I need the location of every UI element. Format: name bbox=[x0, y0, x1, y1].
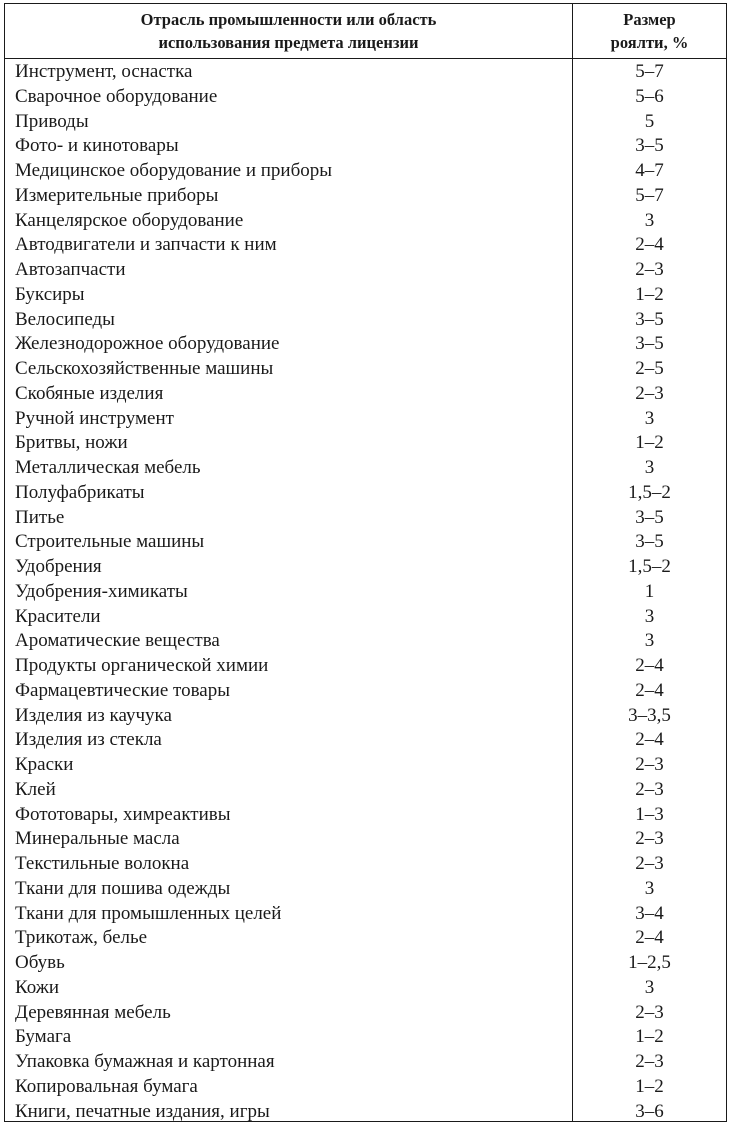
table-row bbox=[5, 877, 726, 902]
royalty-cell: 2–3 bbox=[635, 754, 664, 775]
table-row bbox=[5, 283, 726, 308]
table-row bbox=[5, 827, 726, 852]
table-row bbox=[5, 654, 726, 679]
royalty-cell: 1–2 bbox=[635, 1075, 664, 1097]
industry-cell: Книги, печатные издания, игры bbox=[15, 1100, 270, 1122]
industry-cell: Велосипеды bbox=[15, 308, 115, 330]
industry-cell: Текстильные волокна bbox=[15, 853, 190, 874]
industry-cell: Буксиры bbox=[15, 283, 85, 305]
industry-cell: Красители bbox=[15, 605, 101, 627]
table-row bbox=[5, 60, 726, 85]
table-row bbox=[5, 110, 726, 135]
industry-cell: Трикотаж, белье bbox=[15, 927, 148, 949]
table-row bbox=[5, 629, 726, 654]
royalty-cell: 3–3,5 bbox=[628, 704, 671, 726]
royalty-cell: 3–5 bbox=[635, 135, 664, 157]
table-row bbox=[5, 704, 726, 729]
table-row bbox=[5, 1050, 726, 1075]
table-row bbox=[5, 481, 726, 506]
industry-cell: Клей bbox=[15, 778, 56, 800]
royalty-cell: 2–5 bbox=[635, 358, 664, 379]
royalty-cell: 2–3 bbox=[635, 1001, 664, 1023]
royalty-cell: 2–3 bbox=[635, 382, 664, 404]
industry-cell: Копировальная бумага bbox=[15, 1075, 198, 1097]
table-row bbox=[5, 159, 726, 184]
industry-cell: Питье bbox=[15, 506, 65, 528]
royalty-table bbox=[4, 3, 727, 1122]
industry-cell: Фото- и кинотовары bbox=[15, 135, 179, 157]
table-row bbox=[5, 951, 726, 976]
table-row bbox=[5, 605, 726, 630]
industry-cell: Скобяные изделия bbox=[15, 382, 164, 404]
royalty-cell: 3–5 bbox=[635, 506, 664, 528]
royalty-cell: 1 bbox=[644, 580, 655, 602]
table-row bbox=[5, 431, 726, 456]
table-row bbox=[5, 555, 726, 580]
royalty-cell: 3–5 bbox=[635, 333, 664, 355]
royalty-cell: 1–3 bbox=[635, 803, 664, 825]
table-row bbox=[5, 258, 726, 283]
table-row bbox=[5, 209, 726, 234]
royalty-cell: 2–4 bbox=[635, 927, 664, 949]
industry-cell: Измерительные приборы bbox=[15, 184, 219, 206]
royalty-cell: 2–3 bbox=[635, 1051, 664, 1072]
royalty-header-line-1: Размер bbox=[623, 10, 676, 29]
table-body bbox=[5, 60, 726, 1124]
industry-cell: Упаковка бумажная и картонная bbox=[15, 1051, 275, 1072]
industry-cell: Сварочное оборудование bbox=[15, 85, 218, 107]
royalty-cell: 1–2 bbox=[635, 1026, 664, 1048]
royalty-cell: 3–6 bbox=[635, 1100, 664, 1122]
industry-cell: Продукты органической химии bbox=[15, 655, 269, 676]
royalty-cell: 3 bbox=[644, 877, 655, 899]
royalty-cell: 3 bbox=[644, 457, 655, 478]
royalty-cell: 3 bbox=[644, 630, 655, 652]
royalty-cell: 1–2,5 bbox=[628, 952, 671, 973]
table-row bbox=[5, 852, 726, 877]
industry-cell: Ткани для промышленных целей bbox=[15, 902, 282, 924]
industry-cell: Фармацевтические товары bbox=[15, 679, 231, 701]
royalty-cell: 5–6 bbox=[635, 85, 664, 107]
industry-cell: Строительные машины bbox=[15, 531, 205, 553]
royalty-cell: 2–3 bbox=[635, 778, 664, 800]
industry-cell: Сельскохозяйственные машины bbox=[15, 358, 274, 379]
royalty-cell: 3 bbox=[644, 605, 655, 627]
industry-cell: Изделия из стекла bbox=[15, 729, 162, 751]
table-row bbox=[5, 85, 726, 110]
industry-cell: Бритвы, ножи bbox=[15, 432, 128, 454]
table-row bbox=[5, 407, 726, 432]
royalty-cell: 5–7 bbox=[635, 184, 664, 206]
industry-cell: Удобрения-химикаты bbox=[15, 580, 188, 602]
table-row bbox=[5, 803, 726, 828]
industry-cell: Железнодорожное оборудование bbox=[15, 333, 280, 355]
royalty-column-header bbox=[573, 8, 726, 54]
industry-cell: Медицинское оборудование и приборы bbox=[15, 160, 333, 181]
table-row bbox=[5, 357, 726, 382]
royalty-header-line-2: роялти, % bbox=[610, 33, 689, 52]
royalty-cell: 5–7 bbox=[635, 61, 664, 82]
industry-cell: Металлическая мебель bbox=[15, 457, 201, 478]
industry-cell: Полуфабрикаты bbox=[15, 481, 145, 503]
table-row bbox=[5, 1075, 726, 1100]
table-row bbox=[5, 1001, 726, 1026]
royalty-cell: 3–5 bbox=[635, 531, 664, 553]
royalty-cell: 3–5 bbox=[635, 308, 664, 330]
industry-header-line-2: использования предмета лицензии bbox=[158, 33, 419, 52]
royalty-cell: 3 bbox=[644, 976, 655, 998]
industry-cell: Автодвигатели и запчасти к ним bbox=[15, 234, 277, 256]
industry-cell: Ткани для пошива одежды bbox=[15, 877, 231, 899]
royalty-cell: 3 bbox=[644, 407, 655, 429]
industry-cell: Краски bbox=[15, 754, 74, 775]
industry-cell: Изделия из каучука bbox=[15, 704, 172, 726]
royalty-cell: 3 bbox=[644, 209, 655, 231]
table-row bbox=[5, 184, 726, 209]
royalty-cell: 2–3 bbox=[635, 828, 664, 850]
table-row bbox=[5, 1025, 726, 1050]
table-header bbox=[5, 4, 726, 59]
table-row bbox=[5, 332, 726, 357]
industry-cell: Деревянная мебель bbox=[15, 1001, 171, 1023]
table-row bbox=[5, 580, 726, 605]
table-row bbox=[5, 1100, 726, 1125]
industry-cell: Бумага bbox=[15, 1026, 72, 1048]
table-row bbox=[5, 530, 726, 555]
royalty-cell: 2–3 bbox=[635, 853, 664, 874]
table-row bbox=[5, 778, 726, 803]
table-row bbox=[5, 753, 726, 778]
royalty-cell: 2–3 bbox=[635, 259, 664, 280]
table-row bbox=[5, 456, 726, 481]
industry-cell: Кожи bbox=[15, 976, 60, 998]
industry-cell: Канцелярское оборудование bbox=[15, 209, 244, 231]
industry-cell: Ароматические вещества bbox=[15, 630, 220, 652]
royalty-cell: 3–4 bbox=[635, 902, 664, 924]
table-row bbox=[5, 506, 726, 531]
royalty-cell: 1,5–2 bbox=[628, 556, 671, 577]
industry-cell: Автозапчасти bbox=[15, 259, 126, 280]
royalty-cell: 1–2 bbox=[635, 432, 664, 454]
industry-cell: Приводы bbox=[15, 110, 89, 132]
industry-cell: Обувь bbox=[15, 952, 65, 973]
royalty-cell: 2–4 bbox=[635, 679, 664, 701]
industry-cell: Минеральные масла bbox=[15, 828, 180, 850]
table-row bbox=[5, 728, 726, 753]
industry-cell: Удобрения bbox=[15, 556, 102, 577]
industry-cell: Фототовары, химреактивы bbox=[15, 803, 231, 825]
royalty-cell: 2–4 bbox=[635, 234, 664, 256]
royalty-cell: 4–7 bbox=[635, 160, 664, 181]
industry-column-header bbox=[5, 8, 572, 54]
table-row bbox=[5, 308, 726, 333]
table-row bbox=[5, 902, 726, 927]
table-row bbox=[5, 976, 726, 1001]
royalty-cell: 1–2 bbox=[635, 283, 664, 305]
royalty-cell: 2–4 bbox=[635, 729, 664, 751]
royalty-cell: 1,5–2 bbox=[628, 481, 671, 503]
royalty-cell: 5 bbox=[644, 110, 655, 132]
industry-header-line-1: Отрасль промышленности или область bbox=[140, 10, 437, 29]
industry-cell: Ручной инструмент bbox=[15, 407, 174, 429]
table-row bbox=[5, 679, 726, 704]
industry-cell: Инструмент, оснастка bbox=[15, 61, 193, 82]
table-row bbox=[5, 233, 726, 258]
table-row bbox=[5, 134, 726, 159]
table-row bbox=[5, 926, 726, 951]
table-row bbox=[5, 382, 726, 407]
royalty-cell: 2–4 bbox=[635, 655, 664, 676]
